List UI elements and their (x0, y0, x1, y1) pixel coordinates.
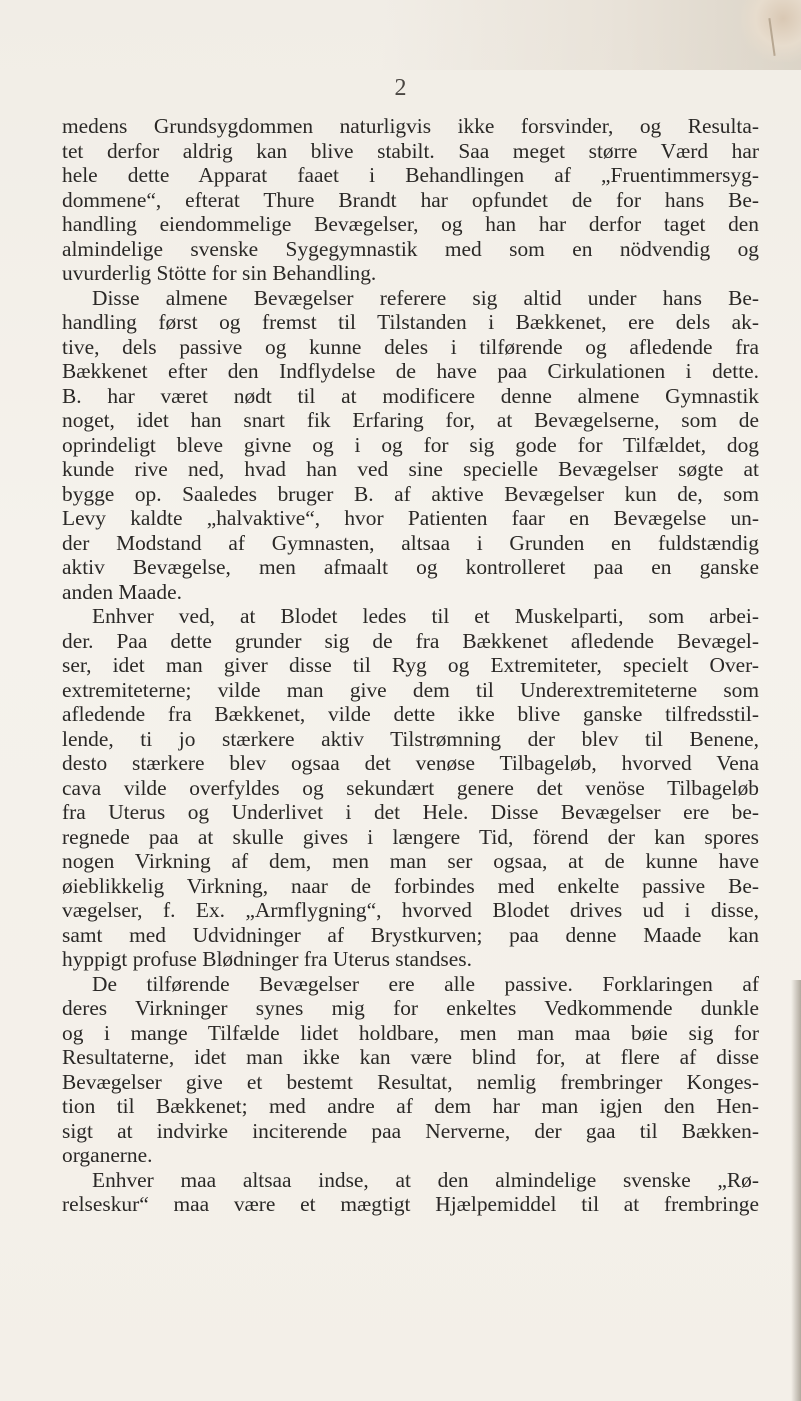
text-line: B. har været nødt til at modificere denne almene Gymnastik (62, 383, 759, 408)
text-line: Disse almene Bevægelser referere sig altid under hans Be- (92, 285, 759, 310)
text-line: bygge op. Saaledes bruger B. af aktive Bevægelser kun de, som (62, 481, 759, 506)
text-line: deres Virkninger synes mig for enkeltes Vedkommende dunkle (62, 996, 759, 1020)
text-line: desto stærkere blev ogsaa det venøse Tilbageløb, hvorved Vena (62, 751, 759, 775)
text-line: tet derfor aldrig kan blive stabilt. Saa meget større Værd har (62, 138, 759, 163)
text-line: relseskur“ maa være et mægtigt Hjælpemiddel til at frembringe (62, 1192, 759, 1216)
text-line: Bækkenet efter den Indflydelse de have paa Cirkulationen i dette. (62, 359, 759, 383)
text-line: hyppigt profuse Blødninger fra Uterus standses. (62, 947, 472, 971)
text-line: Resultaterne, idet man ikke kan være blind for, at flere af disse (62, 1045, 759, 1069)
text-line: og i mange Tilfælde lidet holdbare, men man maa bøie sig for (62, 1020, 759, 1045)
text-line: handling eiendommelige Bevægelser, og han har derfor taget den (62, 212, 759, 236)
text-line: uvurderlig Stötte for sin Behandling. (62, 261, 377, 285)
text-line: nogen Virkning af dem, men man ser ogsaa, at de kunne have (62, 849, 759, 873)
text-line: cava vilde overfyldes og sekundært genere det venöse Tilbageløb (62, 775, 759, 800)
text-line: lende, ti jo stærkere aktiv Tilstrømning der blev til Benene, (62, 726, 759, 751)
text-line: oprindeligt bleve givne og i og for sig gode for Tilfældet, dog (62, 432, 759, 457)
text-line: der Modstand af Gymnasten, altsaa i Grunden en fuldstændig (62, 530, 759, 555)
text-line: Enhver ved, at Blodet ledes til et Muskelparti, som arbei- (92, 604, 759, 628)
text-line: dommene“, efterat Thure Brandt har opfundet de for hans Be- (62, 187, 759, 212)
text-line: vægelser, f. Ex. „Armflygning“, hvorved Blodet drives ud i disse, (62, 898, 759, 922)
text-line: afledende fra Bækkenet, vilde dette ikke blive ganske tilfredsstil- (62, 702, 759, 726)
binding-shadow (791, 980, 801, 1401)
corner-mark (741, 0, 801, 62)
text-line: anden Maade. (62, 579, 182, 604)
text-line: noget, idet han snart fik Erfaring for, at Bevægelserne, som de (62, 408, 759, 432)
text-line: sigt at indvirke inciterende paa Nerverne, der gaa til Bækken- (62, 1118, 759, 1143)
text-line: extremiteterne; vilde man give dem til Underextremiteterne som (62, 677, 759, 702)
body-text (62, 114, 759, 1217)
text-line: kunde rive ned, hvad han ved sine specielle Bevægelser søgte at (62, 457, 759, 481)
text-line: Levy kaldte „halvaktive“, hvor Patienten faar en Bevægelse un- (62, 506, 759, 530)
text-line: organerne. (62, 1143, 153, 1167)
text-line: øieblikkelig Virkning, naar de forbindes med enkelte passive Be- (62, 873, 759, 898)
text-line: fra Uterus og Underlivet i det Hele. Disse Bevægelser ere be- (62, 800, 759, 824)
text-line: aktiv Bevægelse, men afmaalt og kontrolleret paa en ganske (62, 555, 759, 579)
text-line: De tilførende Bevægelser ere alle passive. Forklaringen af (92, 971, 759, 996)
text-line: regnede paa at skulle gives i længere Tid, förend der kan spores (62, 824, 759, 849)
text-line: ser, idet man giver disse til Ryg og Extremiteter, specielt Over- (62, 653, 759, 677)
text-line: Enhver maa altsaa indse, at den almindelige svenske „Rø- (92, 1167, 759, 1192)
text-line: Bevægelser give et bestemt Resultat, nemlig frembringer Konges- (62, 1069, 759, 1094)
paper-stain (380, 0, 801, 70)
text-line: handling først og fremst til Tilstanden i Bækkenet, ere dels ak- (62, 310, 759, 334)
text-line: tive, dels passive og kunne deles i tilførende og afledende fra (62, 334, 759, 359)
text-line: medens Grundsygdommen naturligvis ikke forsvinder, og Resulta- (62, 114, 759, 138)
text-line: almindelige svenske Sygegymnastik med som en nödvendig og (62, 236, 759, 261)
page-number: 2 (394, 75, 407, 101)
text-line: der. Paa dette grunder sig de fra Bækkenet afledende Bevægel- (62, 628, 759, 653)
text-line: hele dette Apparat faaet i Behandlingen af „Fruentimmersyg- (62, 163, 759, 187)
text-line: tion til Bækkenet; med andre af dem har man igjen den Hen- (62, 1094, 759, 1118)
text-line: samt med Udvidninger af Brystkurven; paa denne Maade kan (62, 922, 759, 947)
